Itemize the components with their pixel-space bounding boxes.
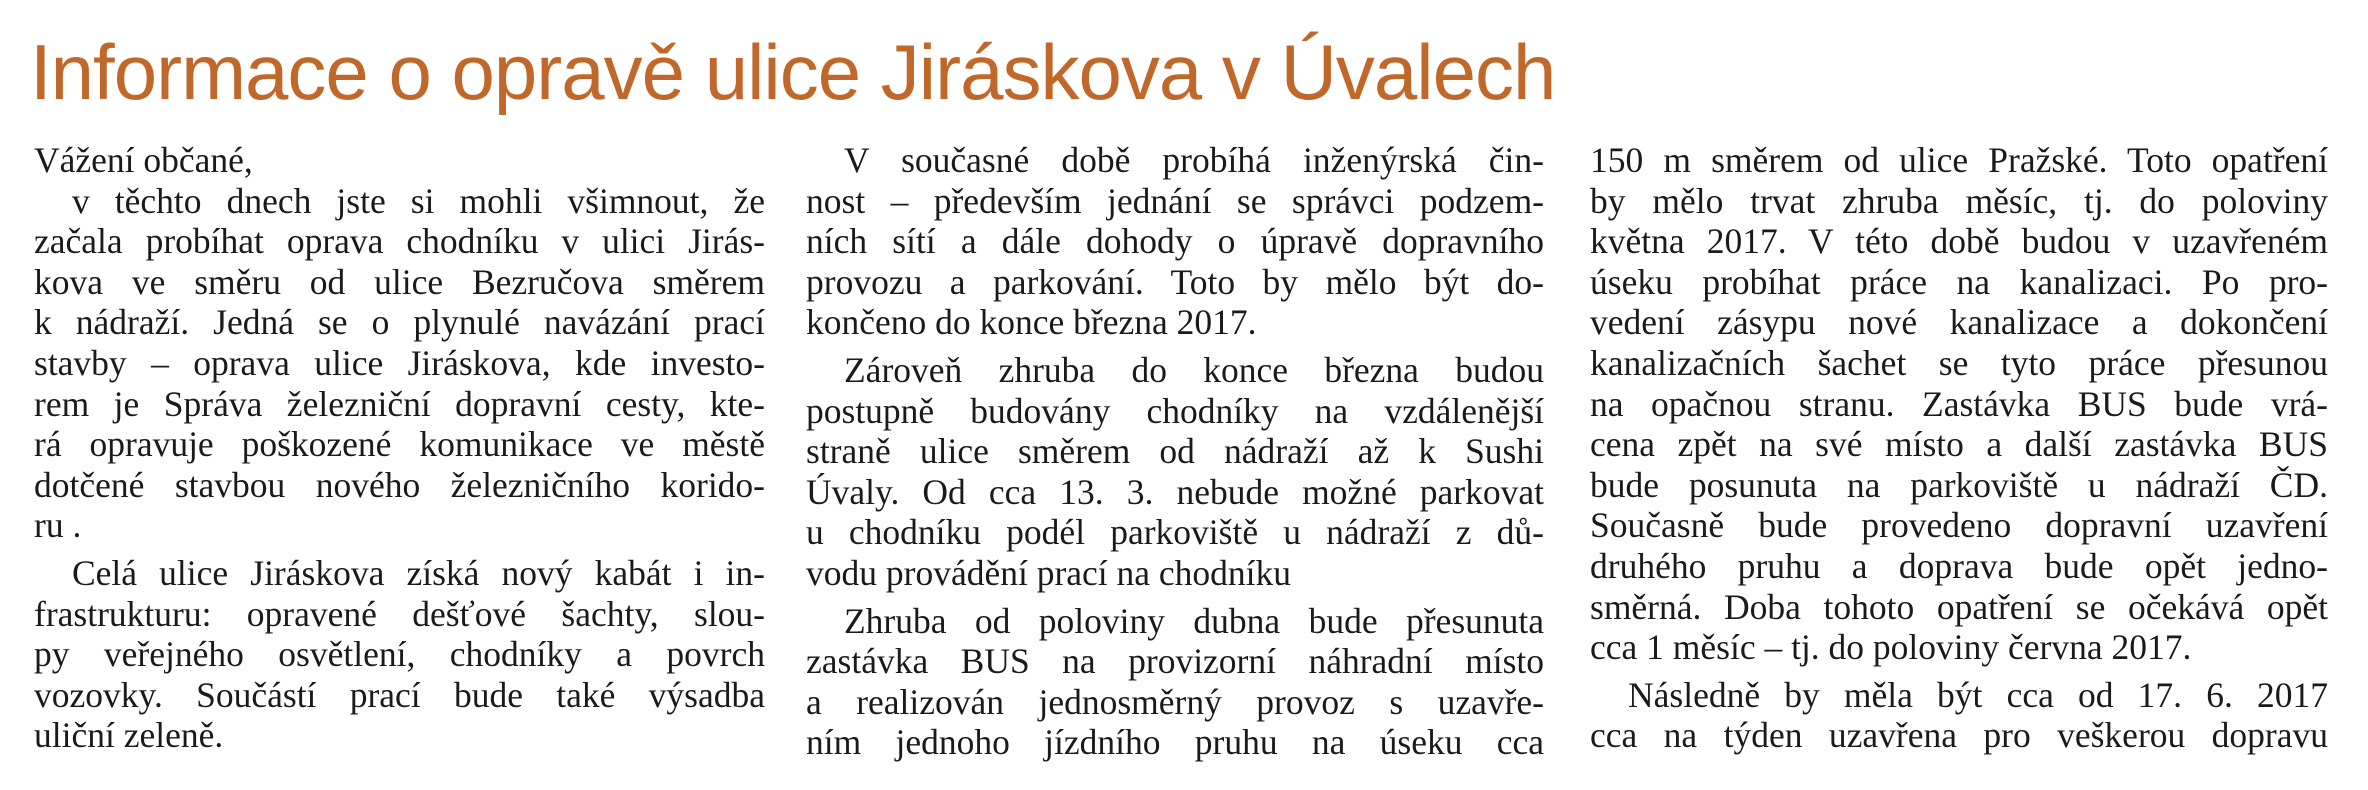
text-line: kova ve směru od ulice Bezručova směrem — [34, 261, 765, 302]
text-column-2 — [806, 140, 1544, 763]
text-line: zastávka BUS na provizorní náhradní místo — [806, 641, 1544, 682]
text-line: bude posunuta na parkoviště u nádraží ČD. — [1590, 464, 2328, 505]
text-line: uliční zeleně. — [34, 715, 224, 756]
text-column-3 — [1590, 140, 2328, 756]
text-line: rem je Správa železniční dopravní cesty, kte- — [34, 383, 765, 424]
text-line: stavby – oprava ulice Jiráskova, kde investo- — [34, 342, 765, 383]
text-line: Zároveň zhruba do konce března budou — [844, 349, 1544, 390]
text-line: na opačnou stranu. Zastávka BUS bude vrá- — [1590, 383, 2328, 424]
text-line: v těchto dnech jste si mohli všimnout, že — [72, 180, 765, 221]
text-line: vedení zásypu nové kanalizace a dokončení — [1590, 302, 2328, 343]
text-line: V současné době probíhá inženýrská čin- — [844, 140, 1544, 180]
article-title: Informace o opravě ulice Jiráskova v Úvalech — [30, 28, 1556, 116]
text-line: py veřejného osvětlení, chodníky a povrch — [34, 634, 765, 675]
text-line: směrná. Doba tohoto opatření se očekává opět — [1590, 586, 2328, 627]
text-line: postupně budovány chodníky na vzdálenější — [806, 390, 1544, 431]
text-line: kanalizačních šachet se tyto práce přesunou — [1590, 342, 2328, 383]
text-line: by mělo trvat zhruba měsíc, tj. do poloviny — [1590, 180, 2328, 221]
text-line: Současně bude provedeno dopravní uzavření — [1590, 505, 2328, 546]
text-line: rá opravuje poškozené komunikace ve městě — [34, 424, 765, 465]
text-line: cca na týden uzavřena pro veškerou dopravu — [1590, 715, 2328, 756]
paragraph-gap — [806, 594, 1544, 601]
text-line: vodu provádění prací na chodníku — [806, 552, 1292, 593]
text-line: 150 m směrem od ulice Pražské. Toto opatření — [1590, 140, 2328, 180]
text-line: ním jednoho jízdního pruhu na úseku cca — [806, 722, 1544, 763]
paragraph-gap — [34, 546, 765, 553]
text-line: dotčené stavbou nového železničního korido- — [34, 464, 765, 505]
text-line: ních sítí a dále dohody o úpravě dopravního — [806, 221, 1544, 262]
text-line: Vážení občané, — [34, 140, 253, 180]
text-line: Úvaly. Od cca 13. 3. nebude možné parkovat — [806, 471, 1544, 512]
text-line: vozovky. Součástí prací bude také výsadba — [34, 674, 765, 715]
text-line: cca 1 měsíc – tj. do poloviny června 2017. — [1590, 627, 2192, 668]
text-line: u chodníku podél parkoviště u nádraží z dů- — [806, 512, 1544, 553]
text-line: Následně by měla být cca od 17. 6. 2017 — [1628, 674, 2328, 715]
text-line: května 2017. V této době budou v uzavřeném — [1590, 221, 2328, 262]
text-line: nost – především jednání se správci podzem- — [806, 180, 1544, 221]
text-line: začala probíhat oprava chodníku v ulici Jirás- — [34, 221, 765, 262]
text-line: ru . — [34, 505, 82, 546]
text-line: provozu a parkování. Toto by mělo být do- — [806, 261, 1544, 302]
text-column-1 — [34, 140, 765, 756]
text-line: a realizován jednosměrný provoz s uzavře- — [806, 681, 1544, 722]
text-line: Zhruba od poloviny dubna bude přesunuta — [844, 600, 1544, 641]
paragraph-gap — [806, 343, 1544, 350]
text-line: frastrukturu: opravené dešťové šachty, slou- — [34, 593, 765, 634]
text-line: končeno do konce března 2017. — [806, 302, 1257, 343]
text-line: k nádraží. Jedná se o plynulé navázání prací — [34, 302, 765, 343]
text-line: straně ulice směrem od nádraží až k Sushi — [806, 431, 1544, 472]
paragraph-gap — [1590, 668, 2328, 675]
text-line: úseku probíhat práce na kanalizaci. Po pro- — [1590, 261, 2328, 302]
text-line: cena zpět na své místo a další zastávka BUS — [1590, 424, 2328, 465]
text-line: Celá ulice Jiráskova získá nový kabát i in- — [72, 552, 765, 593]
text-line: druhého pruhu a doprava bude opět jedno- — [1590, 545, 2328, 586]
